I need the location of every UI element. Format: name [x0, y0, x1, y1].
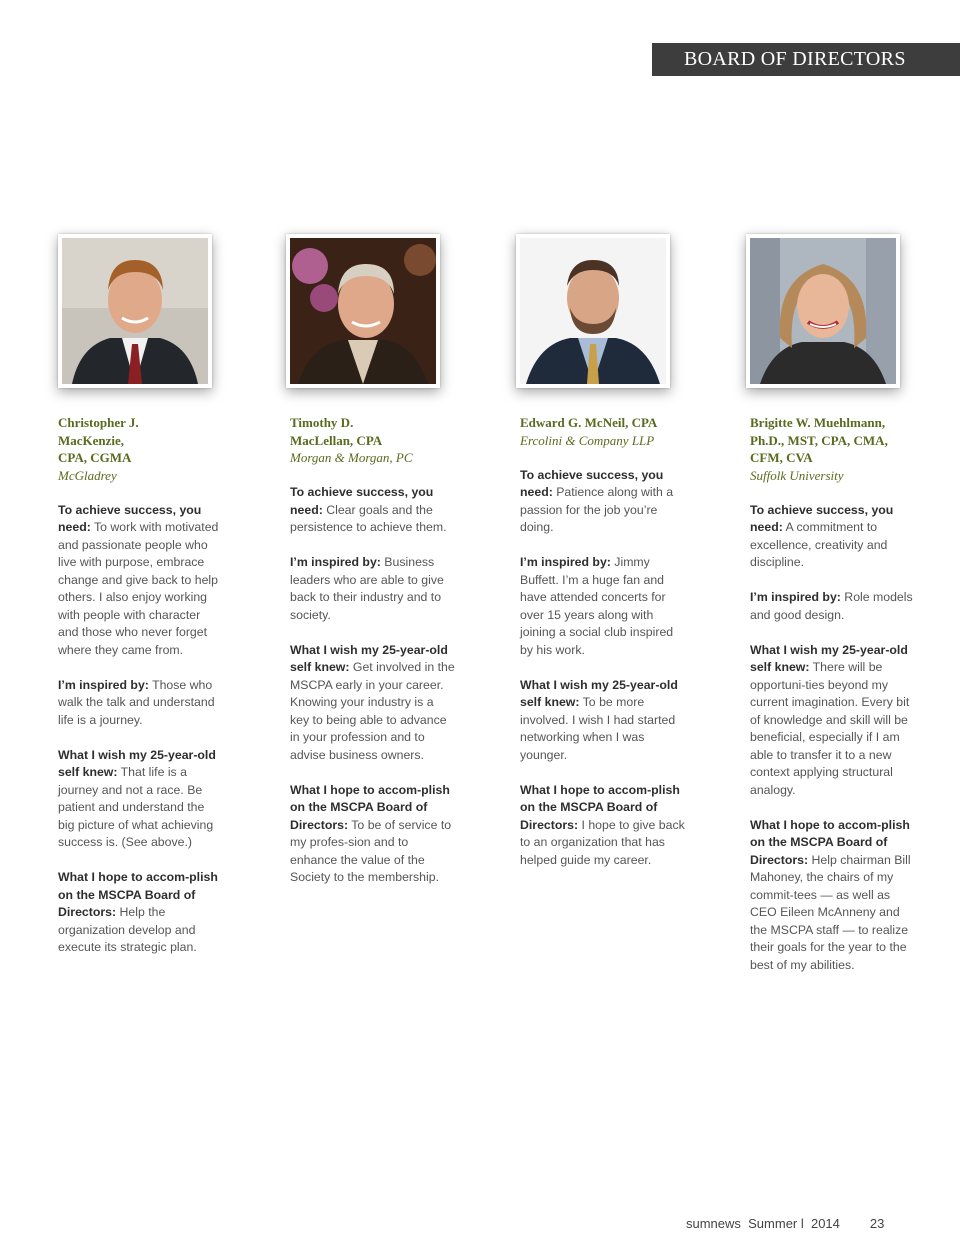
qa-item	[58, 502, 223, 660]
profile-muehlmann	[750, 414, 915, 974]
member-organization: Ercolini & Company LLP	[520, 432, 655, 448]
answer: That life is a journey and not a race. Be patient and understand the big picture of what achieving success is. (See above.)	[58, 765, 214, 849]
qa-item	[750, 589, 915, 624]
photo-maclellan	[286, 234, 440, 388]
photo-muehlmann	[746, 234, 900, 388]
name-line: Edward G. McNeil, CPA	[520, 415, 658, 430]
portrait-mackenzie	[62, 238, 208, 384]
answer: Help the organization develop and execute its strategic plan.	[58, 905, 197, 954]
question: I’m inspired by:	[520, 555, 611, 569]
name-line: MacKenzie,	[58, 432, 125, 448]
answer: Business leaders who are able to give back to their industry and to society.	[290, 555, 444, 622]
profile-mackenzie	[58, 414, 223, 957]
question: To achieve success, you need:	[290, 485, 434, 517]
question: What I wish my 25-year-old self knew:	[290, 642, 448, 674]
name-line: MacLellan, CPA	[290, 432, 383, 448]
qa-item	[290, 642, 455, 765]
question: What I hope to accom-plish on the MSCPA Board of Directors:	[750, 817, 910, 867]
answer: I hope to give back to an organization that has helped guide my career.	[520, 817, 685, 867]
answer: Clear goals and the persistence to achieve them.	[290, 502, 447, 534]
photo-mcneil	[516, 234, 670, 388]
page-number: 23	[869, 1216, 885, 1231]
qa-item	[290, 484, 455, 537]
section-banner	[652, 43, 960, 76]
profile-maclellan	[290, 414, 455, 887]
question: I’m inspired by:	[750, 590, 841, 604]
qa-item	[750, 817, 915, 975]
answer: There will be opportuni-ties beyond my current imagination. Every bit of knowledge and skill will be beneficial, especially if I am able to transfer it to a new context applying structural analogy.	[750, 660, 910, 797]
answer: A commitment to excellence, creativity and discipline.	[750, 520, 888, 569]
answer: To work with motivated and passionate people who live with purpose, embrace change and give back to help others. I also enjoy working with people with character and those who never forget where they came from.	[58, 520, 219, 657]
question: To achieve success, you need:	[750, 502, 894, 534]
member-name	[750, 414, 915, 467]
qa-item	[58, 747, 223, 852]
photo-mackenzie	[58, 234, 212, 388]
profile-mcneil	[520, 414, 685, 869]
qa-item	[520, 467, 685, 537]
name-line: Ph.D., MST, CPA, CMA,	[750, 432, 888, 448]
name-line: Brigitte W. Muehlmann,	[750, 415, 886, 430]
question: I’m inspired by:	[290, 555, 381, 569]
page-footer	[686, 1216, 884, 1231]
portrait-muehlmann	[750, 238, 896, 384]
qa-item	[58, 677, 223, 730]
name-line: Timothy D.	[290, 415, 354, 430]
answer: Jimmy Buffett. I’m a huge fan and have attended concerts for over 15 years along with joining a social club inspired by his work.	[520, 555, 674, 657]
member-name	[290, 414, 455, 449]
qa-item	[290, 554, 455, 624]
name-line: Christopher J.	[58, 415, 139, 430]
member-name	[520, 414, 685, 432]
answer: Role models and good design.	[750, 590, 913, 622]
question: What I hope to accom-plish on the MSCPA Board of Directors:	[290, 782, 450, 832]
answer: To be more involved. I wish I had started networking when I was younger.	[520, 695, 676, 762]
member-organization: McGladrey	[58, 467, 117, 483]
question: To achieve success, you need:	[58, 502, 202, 534]
qa-item	[750, 502, 915, 572]
member-organization: Morgan & Morgan, PC	[290, 450, 413, 465]
qa-item	[750, 642, 915, 800]
section-title: BOARD OF DIRECTORS	[684, 48, 906, 70]
answer: Patience along with a passion for the job you’re doing.	[520, 485, 674, 534]
answer: Get involved in the MSCPA early in your career. Knowing your industry is a key to being able to advance in your profession and to advise business owners.	[290, 660, 455, 762]
member-organization: Suffolk University	[750, 467, 844, 483]
qa-item	[520, 677, 685, 765]
question: What I hope to accom-plish on the MSCPA Board of Directors:	[520, 782, 680, 832]
qa-item	[290, 782, 455, 887]
portrait-maclellan	[290, 238, 436, 384]
name-line: CFM, CVA	[750, 450, 813, 465]
publication-name: sumnews Summer l 2014	[686, 1216, 840, 1231]
question: What I wish my 25-year-old self knew:	[58, 747, 216, 779]
member-name	[58, 414, 223, 467]
question: What I wish my 25-year-old self knew:	[520, 677, 678, 709]
qa-item	[58, 869, 223, 957]
name-line: CPA, CGMA	[58, 450, 132, 465]
qa-item	[520, 554, 685, 659]
answer: To be of service to my profes-sion and to enhance the value of the Society to the membership.	[290, 817, 452, 884]
answer: Those who walk the talk and understand life is a journey.	[58, 677, 215, 727]
question: I’m inspired by:	[58, 677, 149, 692]
answer: Help chairman Bill Mahoney, the chairs of my commit-tees — as well as CEO Eileen McAnneny and the MSCPA staff — to realize their goals for the year to the best of my abilities.	[750, 852, 911, 972]
portrait-mcneil	[520, 238, 666, 384]
qa-item	[520, 782, 685, 870]
question: To achieve success, you need:	[520, 467, 664, 499]
question: What I hope to accom-plish on the MSCPA Board of Directors:	[58, 870, 218, 919]
question: What I wish my 25-year-old self knew:	[750, 642, 908, 674]
